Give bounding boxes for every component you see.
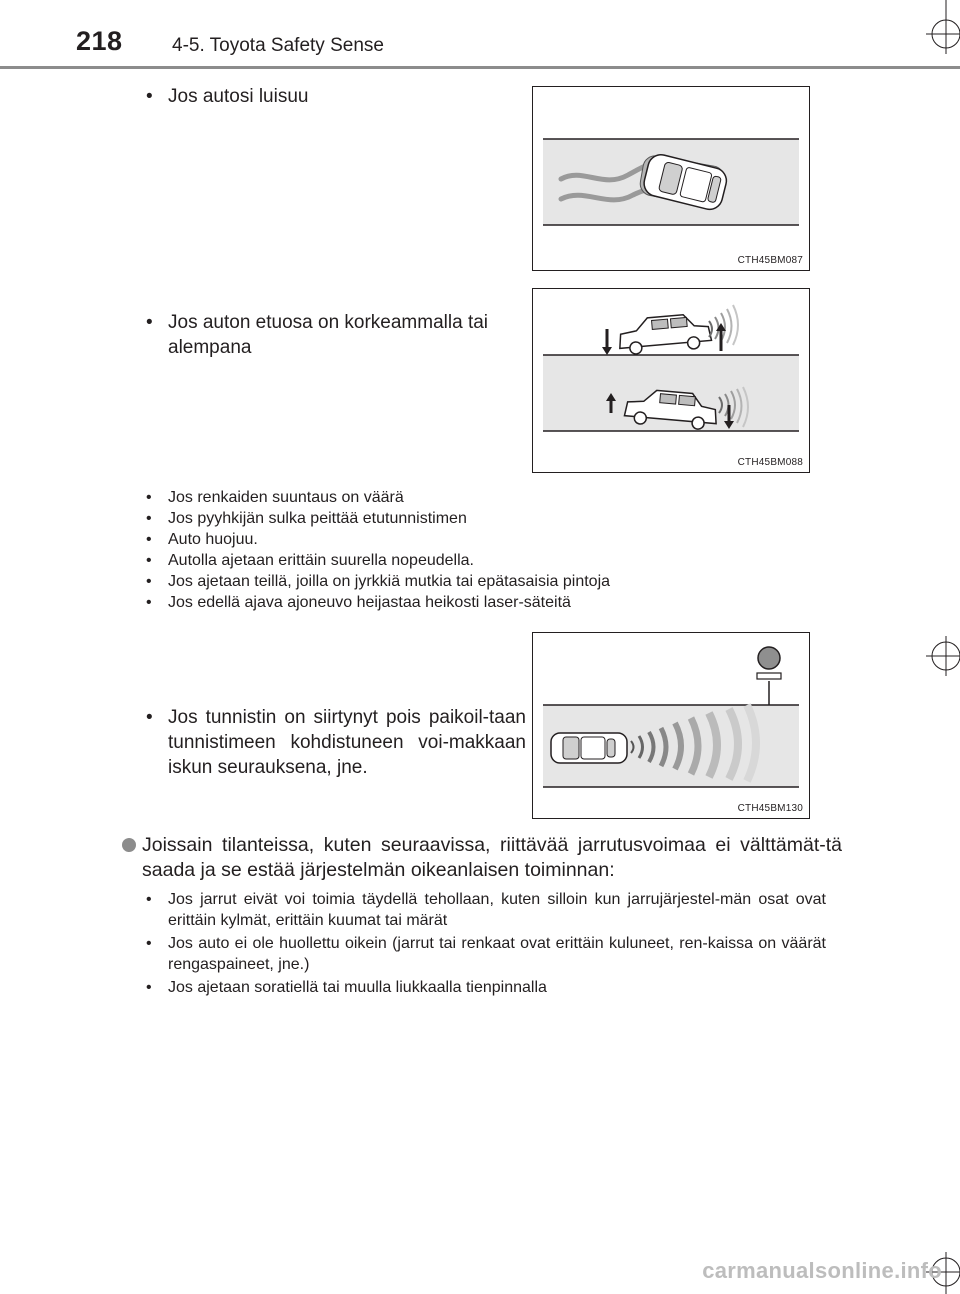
section-circle-bullet	[122, 838, 136, 852]
bullet-car-skidding: • Jos autosi luisuu	[146, 84, 528, 109]
crop-mark-right-middle	[918, 628, 960, 688]
header-rule	[0, 66, 960, 69]
list-item: • Jos auto ei ole huollettu oikein (jarrut tai renkaat ovat erittäin kuluneet, ren-kaissa on väärät rengaspaineet, jne.)	[146, 933, 826, 975]
figure-front-height	[532, 288, 810, 473]
list-item: • Auto huojuu.	[146, 529, 866, 550]
figure-id-label: CTH45BM130	[737, 803, 803, 814]
sensor-misaligned-illustration	[533, 633, 809, 818]
braking-conditions-list	[146, 889, 826, 998]
list-item: • Jos edellä ajava ajoneuvo heijastaa heikosti laser-säteitä	[146, 592, 866, 613]
list-item: • Autolla ajetaan erittäin suurella nopeudella.	[146, 550, 866, 571]
bullet-front-height: • Jos auton etuosa on korkeammalla tai alempana	[146, 310, 538, 360]
list-item: • Jos pyyhkijän sulka peittää etutunnistimen	[146, 508, 866, 529]
figure-sensor-misaligned	[532, 632, 810, 819]
watermark: carmanualsonline.info	[702, 1258, 942, 1283]
crop-mark-top-right	[918, 0, 960, 60]
braking-force-intro: Joissain tilanteissa, kuten seuraavissa, riittävää jarrutusvoimaa ei välttämät-tä saada ja se estää järjestelmän oikeanlaisen toiminnan:	[142, 834, 842, 881]
figure-id-label: CTH45BM088	[737, 457, 803, 468]
figure-id-label: CTH45BM087	[737, 255, 803, 266]
list-item: • Jos ajetaan teillä, joilla on jyrkkiä mutkia tai epätasaisia pintoja	[146, 571, 866, 592]
condition-list	[146, 487, 866, 613]
car-height-illustration	[533, 289, 809, 472]
car-skidding-illustration	[533, 87, 809, 270]
bullet-sensor-misaligned: • Jos tunnistin on siirtynyt pois paikoil-taan tunnistimeen kohdistuneen voi-makkaan iskun seurauksena, jne.	[146, 705, 526, 780]
section-title: 4-5. Toyota Safety Sense	[172, 35, 384, 56]
list-item: • Jos renkaiden suuntaus on väärä	[146, 487, 866, 508]
list-item: • Jos jarrut eivät voi toimia täydellä tehollaan, kuten silloin kun jarrujärjestel-män osat ovat erittäin kylmät, erittäin kuumat tai märät	[146, 889, 826, 931]
list-item: • Jos ajetaan soratiellä tai muulla liukkaalla tienpinnalla	[146, 977, 826, 998]
page-number: 218	[76, 26, 123, 56]
figure-car-skidding	[532, 86, 810, 271]
